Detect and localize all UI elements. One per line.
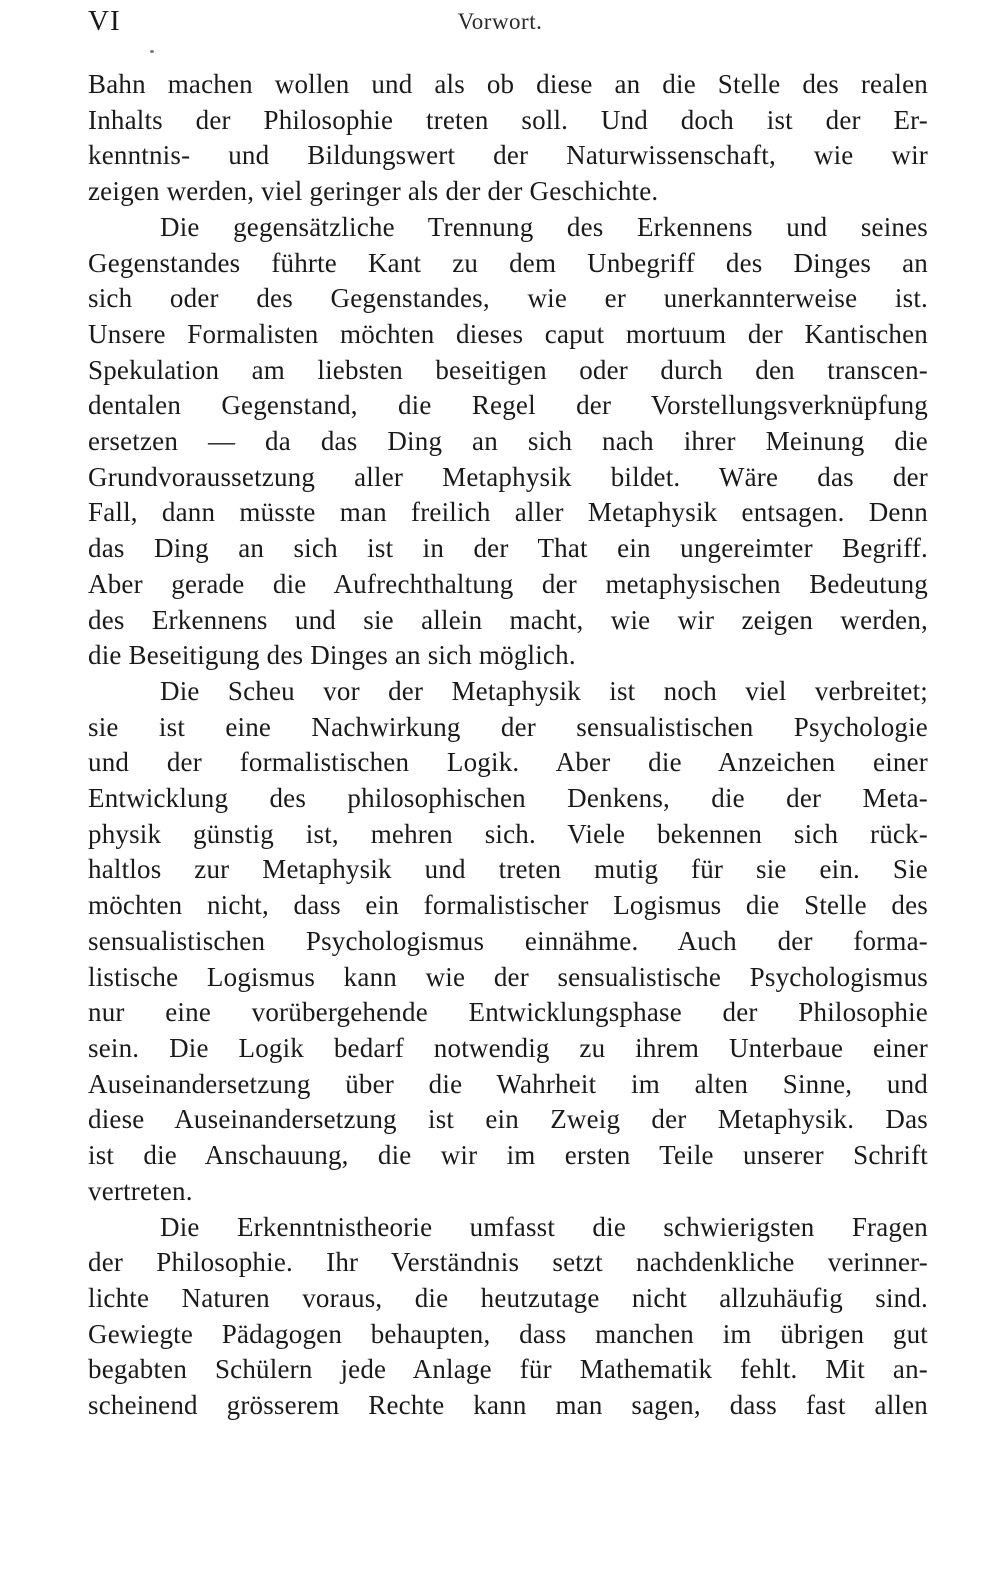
text-line: die Beseitigung des Dinges an sich möglich. [88, 640, 576, 671]
text-line: und der formalistischen Logik. Aber die Anzeichen einer [88, 747, 928, 778]
paragraph [88, 67, 928, 210]
text-line: diese Auseinandersetzung ist ein Zweig der Metaphysik. Das [88, 1104, 928, 1135]
text-line: listische Logismus kann wie der sensualistische Psychologismus [88, 961, 928, 992]
text-line: Spekulation am liebsten beseitigen oder durch den transcen- [88, 354, 928, 385]
text-line: Gewiegte Pädagogen behaupten, dass manchen im übrigen gut [88, 1318, 928, 1349]
text-line: der Philosophie. Ihr Verständnis setzt nachdenkliche verinner- [88, 1247, 928, 1278]
text-line: Gegenstandes führte Kant zu dem Unbegriff des Dinges an [88, 247, 928, 278]
text-line: Die Scheu vor der Metaphysik ist noch viel verbreitet; [160, 675, 928, 706]
text-line: haltlos zur Metaphysik und treten mutig für sie ein. Sie [88, 854, 928, 885]
running-title: Vorwort. [457, 9, 543, 34]
text-line: ist die Anschauung, die wir im ersten Teile unserer Schrift [88, 1140, 928, 1171]
paragraph [88, 1210, 928, 1424]
text-line: Die Erkenntnistheorie umfasst die schwierigsten Fragen [160, 1211, 928, 1242]
text-line: scheinend grösserem Rechte kann man sagen, dass fast allen [88, 1390, 928, 1421]
text-line: das Ding an sich ist in der That ein ungereimter Begriff. [88, 533, 928, 564]
text-line: Inhalts der Philosophie treten soll. Und doch ist der Er- [88, 104, 928, 135]
text-line: sensualistischen Psychologismus einnähme. Auch der forma- [88, 925, 928, 956]
page-number: VI [88, 5, 121, 37]
text-line: Aber gerade die Aufrechthaltung der metaphysischen Bedeutung [88, 568, 928, 599]
paragraph [88, 674, 928, 1210]
text-line: begabten Schülern jede Anlage für Mathematik fehlt. Mit an- [88, 1354, 928, 1385]
text-line: sich oder des Gegenstandes, wie er unerkannterweise ist. [88, 283, 928, 314]
page-body [88, 67, 928, 1424]
text-line: Bahn machen wollen und als ob diese an die Stelle des realen [88, 69, 928, 99]
text-line: physik günstig ist, mehren sich. Viele bekennen sich rück- [88, 818, 928, 849]
text-line: Die gegensätzliche Trennung des Erkennens und seines [160, 211, 928, 242]
text-line: kenntnis- und Bildungswert der Naturwissenschaft, wie wir [88, 140, 928, 171]
text-line: Unsere Formalisten möchten dieses caput mortuum der Kantischen [88, 318, 928, 349]
text-line: Entwicklung des philosophischen Denkens, die der Meta- [88, 783, 928, 814]
text-line: dentalen Gegenstand, die Regel der Vorstellungsverknüpfung [88, 390, 928, 421]
text-line: vertreten. [88, 1175, 193, 1206]
text-line: sein. Die Logik bedarf notwendig zu ihrem Unterbaue einer [88, 1032, 928, 1063]
text-line: Fall, dann müsste man freilich aller Metaphysik entsagen. Denn [88, 497, 928, 528]
scan-speck [150, 50, 154, 53]
text-line: Grundvoraussetzung aller Metaphysik bildet. Wäre das der [88, 461, 928, 492]
text-line: zeigen werden, viel geringer als der der Geschichte. [88, 176, 659, 207]
text-line: ersetzen — da das Ding an sich nach ihrer Meinung die [88, 426, 928, 457]
text-line: nur eine vorübergehende Entwicklungsphase der Philosophie [88, 997, 928, 1028]
text-line: sie ist eine Nachwirkung der sensualistischen Psychologie [88, 711, 928, 742]
text-line: Auseinandersetzung über die Wahrheit im alten Sinne, und [88, 1068, 928, 1099]
text-line: des Erkennens und sie allein macht, wie wir zeigen werden, [88, 604, 928, 635]
text-line: lichte Naturen voraus, die heutzutage nicht allzuhäufig sind. [88, 1282, 928, 1313]
text-line: möchten nicht, dass ein formalistischer Logismus die Stelle des [88, 890, 928, 921]
paragraph [88, 210, 928, 674]
